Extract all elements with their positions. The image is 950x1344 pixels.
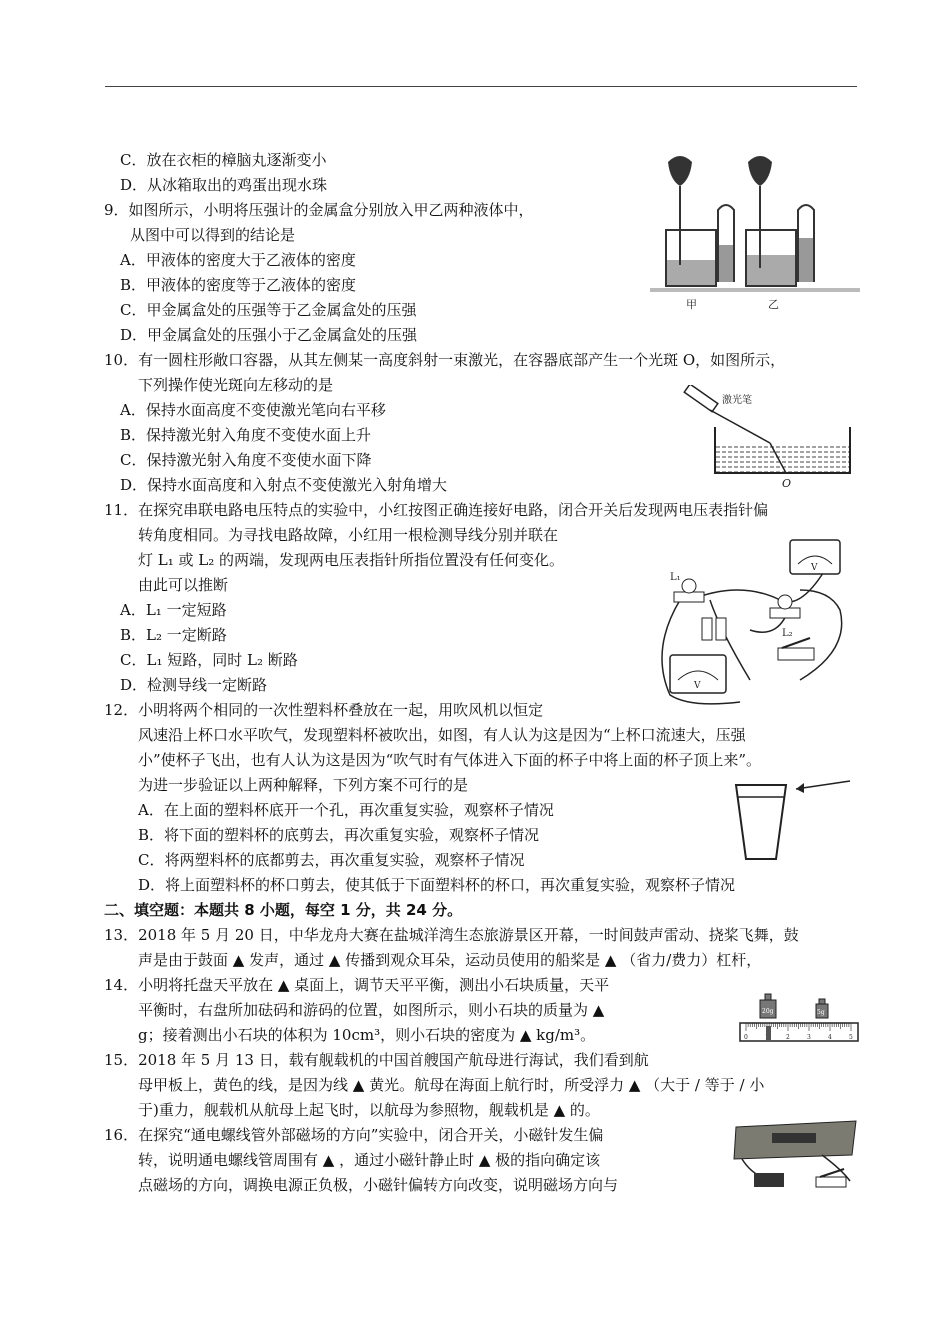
battery-box-icon xyxy=(754,1173,784,1187)
q10-stem: 10．有一圆柱形敞口容器，从其左侧某一高度斜射一束激光，在容器底部产生一个光斑 O，如图所示， xyxy=(104,351,786,369)
q8-option-d: D．从冰箱取出的鸡蛋出现水珠 xyxy=(120,176,328,194)
q15-stem: 15．2018 年 5 月 13 日，载有舰载机的中国首艘国产航母进行海试，我们看到航 xyxy=(104,1051,649,1069)
scale-tick-label: 5 xyxy=(849,1034,853,1041)
q11-stem-cont3: 由此可以推断 xyxy=(138,576,229,594)
laser-pen-icon xyxy=(684,385,718,412)
q12-stem-cont2: 小”使杯子飞出，也有人认为这是因为“吹气时有气体进入下面的杯子中将上面的杯子顶上来”。 xyxy=(138,751,762,769)
q9-pressure-gauge-figure xyxy=(650,150,860,315)
battery-icon xyxy=(702,618,726,640)
scale-rider-icon xyxy=(766,1026,771,1040)
q12-stem-cont3: 为进一步验证以上两种解释，下列方案不可行的是 xyxy=(138,776,469,794)
q12-option-d: D．将上面塑料杯的杯口剪去，使其低于下面塑料杯的杯口，再次重复实验，观察杯子情况 xyxy=(138,876,736,894)
lamp-l2-icon xyxy=(770,595,800,618)
q9-option-d: D．甲金属盒处的压强小于乙金属盒处的压强 xyxy=(120,326,418,344)
q14-stem-cont2: g；接着测出小石块的体积为 10cm³，则小石块的密度为 ▲ kg/m³。 xyxy=(138,1026,596,1044)
section-heading: 二、填空题：本题共 8 小题，每空 1 分，共 24 分。 xyxy=(104,901,463,919)
q15-stem-cont1: 母甲板上，黄色的线，是因为线 ▲ 黄光。航母在海面上航行时，所受浮力 ▲ （大于 / 等于 / 小 xyxy=(138,1076,765,1094)
q16-stem: 16．在探究“通电螺线管外部磁场的方向”实验中，闭合开关，小磁针发生偏 xyxy=(104,1126,604,1144)
weight-20g-icon xyxy=(760,994,776,1018)
q11-option-d: D．检测导线一定断路 xyxy=(120,676,268,694)
q12-cup-figure xyxy=(730,775,860,865)
voltmeter-top xyxy=(790,540,840,574)
q11-stem-cont2: 灯 L₁ 或 L₂ 的两端，发现两电压表指针所指位置没有任何变化。 xyxy=(138,551,565,569)
scale-tick-label: 0 xyxy=(744,1034,748,1041)
label-v-top: V xyxy=(811,563,818,573)
q9-option-b: B．甲液体的密度等于乙液体的密度 xyxy=(120,276,357,294)
label-laser-pen: 激光笔 xyxy=(722,395,752,406)
label-v-bottom: V xyxy=(694,681,701,691)
gauge-yi xyxy=(746,156,814,286)
q16-solenoid-figure xyxy=(732,1115,860,1195)
label-jia: 甲 xyxy=(686,298,697,311)
q16-stem-cont1: 转，说明通电螺线管周围有 ▲ ，通过小磁针静止时 ▲ 极的指向确定该 xyxy=(138,1151,601,1169)
q11-option-a: A．L₁ 一定短路 xyxy=(120,601,227,619)
solenoid-icon xyxy=(772,1133,816,1143)
q12-option-a: A．在上面的塑料杯底开一个孔，再次重复实验，观察杯子情况 xyxy=(138,801,554,819)
label-spot-o: O xyxy=(782,477,792,490)
airflow-arrow-icon xyxy=(796,781,850,789)
q14-stem: 14．小明将托盘天平放在 ▲ 桌面上，调节天平平衡，测出小石块质量，天平 xyxy=(104,976,610,994)
q12-option-c: C．将两塑料杯的底都剪去，再次重复实验，观察杯子情况 xyxy=(138,851,525,869)
q14-balance-figure xyxy=(738,990,860,1045)
header-rule xyxy=(105,86,857,87)
q13-stem: 13．2018 年 5 月 20 日，中华龙舟大赛在盐城洋湾生态旅游景区开幕，一时间鼓声雷动、挠桨飞舞，鼓 xyxy=(104,926,799,944)
q9-option-a: A．甲液体的密度大于乙液体的密度 xyxy=(120,251,356,269)
q9-stem: 9．如图所示，小明将压强计的金属盒分别放入甲乙两种液体中， xyxy=(104,201,534,219)
scale-tick-label: 3 xyxy=(807,1034,811,1041)
voltmeter-bottom xyxy=(670,655,726,693)
q10-option-d: D．保持水面高度和入射点不变使激光入射角增大 xyxy=(120,476,448,494)
label-l1: L₁ xyxy=(670,572,681,583)
weight-20g-label: 20g xyxy=(762,1008,774,1015)
q10-option-c: C．保持激光射入角度不变使水面下降 xyxy=(120,451,372,469)
scale-tick-label: 2 xyxy=(786,1034,790,1041)
label-l2: L₂ xyxy=(782,628,793,639)
q10-stem-cont: 下列操作使光斑向左移动的是 xyxy=(138,376,334,394)
q11-stem: 11．在探究串联电路电压特点的实验中，小红按图正确连接好电路，闭合开关后发现两电压表指针偏 xyxy=(104,501,769,519)
q10-option-b: B．保持激光射入角度不变使水面上升 xyxy=(120,426,372,444)
q14-stem-cont1: 平衡时，右盘所加砝码和游码的位置，如图所示，则小石块的质量为 ▲ xyxy=(138,1001,605,1019)
q11-option-c: C．L₁ 短路，同时 L₂ 断路 xyxy=(120,651,298,669)
q9-stem-cont: 从图中可以得到的结论是 xyxy=(130,226,296,244)
weight-5g-label: 5g xyxy=(817,1009,825,1016)
q16-stem-cont2: 点磁场的方向，调换电源正负极，小磁针偏转方向改变，说明磁场方向与 xyxy=(138,1176,619,1194)
q11-stem-cont1: 转角度相同。为寻找电路故障，小红用一根检测导线分别并联在 xyxy=(138,526,559,544)
q11-option-b: B．L₂ 一定断路 xyxy=(120,626,227,644)
label-yi: 乙 xyxy=(768,298,779,311)
q15-stem-cont2: 于)重力，舰载机从航母上起飞时，以航母为参照物，舰载机是 ▲ 的。 xyxy=(138,1101,600,1119)
q12-stem: 12．小明将两个相同的一次性塑料杯叠放在一起，用吹风机以恒定 xyxy=(104,701,544,719)
switch-icon xyxy=(816,1177,846,1187)
weight-5g-icon xyxy=(816,999,828,1018)
q10-laser-figure xyxy=(680,385,860,490)
scale-tick-label: 4 xyxy=(828,1034,832,1041)
switch-icon xyxy=(778,638,814,660)
q11-circuit-figure xyxy=(650,530,860,710)
q10-option-a: A．保持水面高度不变使激光笔向右平移 xyxy=(120,401,386,419)
q9-option-c: C．甲金属盒处的压强等于乙金属盒处的压强 xyxy=(120,301,417,319)
q12-option-b: B．将下面的塑料杯的底剪去，再次重复实验，观察杯子情况 xyxy=(138,826,540,844)
q13-stem-cont: 声是由于鼓面 ▲ 发声，通过 ▲ 传播到观众耳朵，运动员使用的船桨是 ▲ （省力/费力）杠杆， xyxy=(138,951,762,969)
q8-option-c: C．放在衣柜的樟脑丸逐渐变小 xyxy=(120,151,327,169)
gauge-jia xyxy=(666,156,734,286)
q12-stem-cont1: 风速沿上杯口水平吹气，发现塑料杯被吹出，如图，有人认为这是因为“上杯口流速大，压强 xyxy=(138,726,746,744)
